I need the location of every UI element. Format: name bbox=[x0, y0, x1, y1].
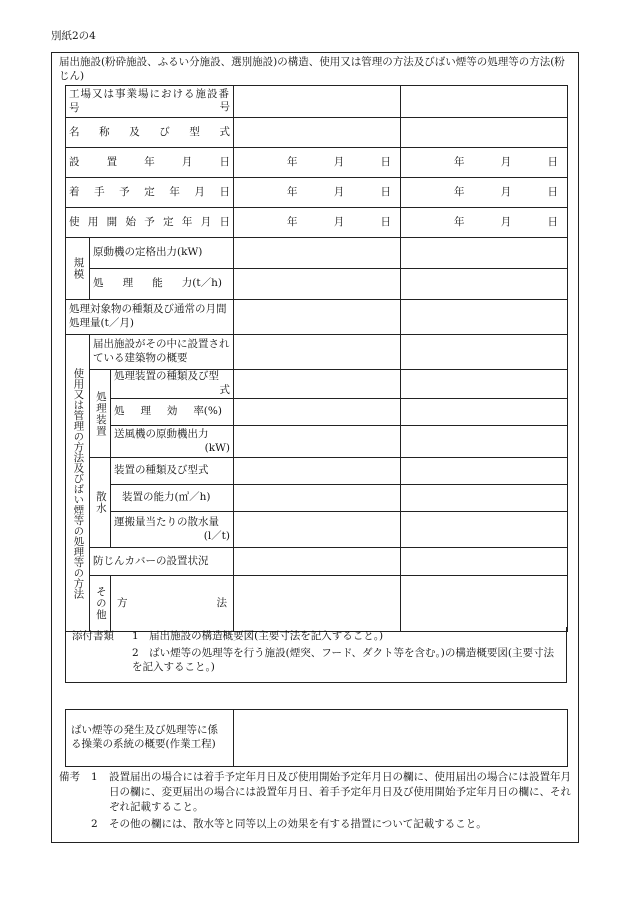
label-process-overview: ばい煙等の発生及び処理等に係る操業の系統の概要(作業工程) bbox=[66, 710, 234, 767]
label-char: 予 bbox=[144, 215, 155, 228]
start-work-date-cell-2[interactable] bbox=[401, 178, 568, 208]
building-cell-2[interactable] bbox=[401, 335, 568, 370]
name-model-cell-1[interactable] bbox=[234, 118, 401, 148]
efficiency-cell-1[interactable] bbox=[234, 399, 401, 426]
label-method bbox=[111, 576, 234, 632]
label-char: 日 bbox=[219, 155, 230, 168]
row-start-work-date bbox=[66, 178, 568, 208]
row-building bbox=[66, 335, 568, 370]
fan-output-cell-2[interactable] bbox=[401, 426, 568, 458]
spray-capacity-cell-2[interactable] bbox=[401, 485, 568, 512]
date-part: 日 bbox=[547, 185, 558, 198]
row-spray-type bbox=[66, 458, 568, 485]
label-treatment-device: 処理装置 bbox=[90, 370, 111, 458]
factory-no-cell-2[interactable] bbox=[401, 86, 568, 118]
spray-type-cell-1[interactable] bbox=[234, 458, 401, 485]
material-cell-2[interactable] bbox=[401, 300, 568, 335]
date-part: 月 bbox=[333, 215, 345, 228]
label-usage-group: 使用又は管理の方法及びばい煙等の処理等の方法 bbox=[66, 335, 90, 632]
treatment-type-cell-2[interactable] bbox=[401, 370, 568, 399]
label-char: 処 bbox=[93, 277, 104, 290]
date-part: 月 bbox=[333, 155, 345, 168]
start-use-date-cell-1[interactable] bbox=[234, 208, 401, 238]
label-char: 方 bbox=[117, 596, 128, 609]
date-part: 日 bbox=[380, 155, 391, 168]
label-factory-no-tail: 号 bbox=[219, 101, 230, 114]
label-char: 力(t／h) bbox=[181, 277, 222, 290]
remark-1: 設置届出の場合には着手予定年月日及び使用開始予定年月日の欄に、使用届出の場合には設置年月日の欄に、変更届出の場合には設置年月日、着手予定年月日及び使用開始予定年月日の欄に、それぞれ記載すること。 bbox=[109, 771, 571, 813]
date-part: 日 bbox=[380, 185, 391, 198]
label-char: 設 bbox=[69, 155, 80, 168]
date-part: 月 bbox=[500, 155, 512, 168]
label-char: 月 bbox=[200, 215, 212, 228]
treatment-type-cell-1[interactable] bbox=[234, 370, 401, 399]
cover-cell-1[interactable] bbox=[234, 548, 401, 576]
efficiency-cell-2[interactable] bbox=[401, 399, 568, 426]
label-char: 日 bbox=[219, 215, 230, 228]
spray-capacity-cell-1[interactable] bbox=[234, 485, 401, 512]
row-capacity bbox=[66, 269, 568, 300]
row-factory-no bbox=[66, 86, 568, 118]
facility-table bbox=[65, 85, 568, 632]
date-part: 年 bbox=[287, 185, 298, 198]
row-treatment-type bbox=[66, 370, 568, 399]
label-char: 着 bbox=[69, 185, 80, 198]
label-char: び bbox=[159, 125, 170, 138]
label-material: 処理対象物の種類及び通常の月間処理量(t／月) bbox=[66, 300, 234, 335]
label-char: 理 bbox=[122, 277, 134, 290]
label-efficiency bbox=[111, 399, 234, 426]
label-char: 使 bbox=[69, 215, 80, 228]
row-cover bbox=[66, 548, 568, 576]
date-part: 年 bbox=[287, 155, 298, 168]
date-part: 月 bbox=[500, 215, 512, 228]
label-motor-output: 原動機の定格出力(kW) bbox=[90, 238, 234, 269]
date-part: 年 bbox=[287, 215, 298, 228]
remark-number-2: 2 bbox=[91, 818, 98, 830]
motor-output-cell-2[interactable] bbox=[401, 238, 568, 269]
label-name-model bbox=[66, 118, 234, 148]
building-cell-1[interactable] bbox=[234, 335, 401, 370]
remark-number-1: 1 bbox=[91, 771, 98, 783]
page-label: 別紙2の4 bbox=[51, 30, 96, 42]
capacity-cell-2[interactable] bbox=[401, 269, 568, 300]
label-char: 名 bbox=[69, 125, 80, 138]
row-material bbox=[66, 300, 568, 335]
label-char: 手 bbox=[94, 185, 105, 198]
attachment-item-1: 1 届出施設の構造概要図(主要寸法を記入すること。) bbox=[132, 630, 384, 642]
label-char: 能 bbox=[152, 277, 163, 290]
install-date-cell-1[interactable] bbox=[234, 148, 401, 178]
label-factory-no: 工場又は事業場における施設番号 号 bbox=[66, 86, 234, 118]
row-install-date bbox=[66, 148, 568, 178]
motor-output-cell-1[interactable] bbox=[234, 238, 401, 269]
process-overview-cell[interactable] bbox=[234, 710, 568, 767]
label-char: 年 bbox=[144, 155, 155, 168]
remarks-label: 備考 bbox=[59, 771, 80, 783]
attachments-box bbox=[65, 627, 567, 683]
cover-cell-2[interactable] bbox=[401, 548, 568, 576]
capacity-cell-1[interactable] bbox=[234, 269, 401, 300]
attachments-label: 添付書類 bbox=[72, 630, 114, 642]
label-spray-capacity: 装置の能力(㎥／h) bbox=[111, 485, 234, 512]
label-char: 置 bbox=[106, 155, 118, 168]
label-char: 称 bbox=[99, 125, 110, 138]
date-part: 年 bbox=[454, 155, 465, 168]
label-char: 年 bbox=[169, 185, 180, 198]
date-part: 日 bbox=[547, 215, 558, 228]
label-start-use-date bbox=[66, 208, 234, 238]
install-date-cell-2[interactable] bbox=[401, 148, 568, 178]
label-start-work-date bbox=[66, 178, 234, 208]
start-use-date-cell-2[interactable] bbox=[401, 208, 568, 238]
label-scale: 規模 bbox=[66, 238, 90, 300]
name-model-cell-2[interactable] bbox=[401, 118, 568, 148]
label-char: 開 bbox=[106, 215, 118, 228]
label-cover: 防じんカバーの設置状況 bbox=[90, 548, 234, 576]
date-part: 月 bbox=[500, 185, 512, 198]
spray-amount-cell-1[interactable] bbox=[234, 512, 401, 548]
process-table bbox=[65, 709, 568, 767]
label-char: 型 bbox=[189, 125, 200, 138]
label-char: 及 bbox=[129, 125, 140, 138]
label-char: 効 bbox=[166, 405, 178, 418]
label-spray-amount: 運搬量当たりの散水量 (l／t) bbox=[111, 512, 234, 548]
row-fan-output bbox=[66, 426, 568, 458]
label-other: その他 bbox=[90, 576, 111, 632]
label-capacity bbox=[90, 269, 234, 300]
label-char: 法 bbox=[216, 596, 227, 609]
label-char: 始 bbox=[125, 215, 136, 228]
row-motor-output bbox=[66, 238, 568, 269]
other-cell-2[interactable] bbox=[401, 576, 568, 632]
label-char: 処 bbox=[114, 405, 125, 418]
row-efficiency bbox=[66, 399, 568, 426]
other-cell-1[interactable] bbox=[234, 576, 401, 632]
start-work-date-cell-1[interactable] bbox=[234, 178, 401, 208]
label-char: 月 bbox=[181, 155, 193, 168]
form-frame bbox=[51, 52, 579, 843]
row-spray-capacity bbox=[66, 485, 568, 512]
label-building: 届出施設がその中に設置されている建築物の概要 bbox=[90, 335, 234, 370]
label-spray-type: 装置の種類及び型式 bbox=[111, 458, 234, 485]
date-part: 月 bbox=[333, 185, 345, 198]
label-char: 式 bbox=[219, 125, 230, 138]
label-char: 日 bbox=[219, 185, 230, 198]
row-other bbox=[66, 576, 568, 632]
spray-amount-cell-2[interactable] bbox=[401, 512, 568, 548]
remark-2: その他の欄には、散水等と同等以上の効果を有する措置について記載すること。 bbox=[109, 818, 487, 830]
label-char: 用 bbox=[87, 215, 99, 228]
label-char: 予 bbox=[119, 185, 130, 198]
label-char: 理 bbox=[140, 405, 151, 418]
date-part: 日 bbox=[547, 155, 558, 168]
date-part: 日 bbox=[380, 215, 391, 228]
label-spray: 散水 bbox=[90, 458, 111, 548]
factory-no-cell-1[interactable] bbox=[234, 86, 401, 118]
label-char: 定 bbox=[144, 185, 155, 198]
row-name-model bbox=[66, 118, 568, 148]
label-char: 月 bbox=[194, 185, 205, 198]
spray-type-cell-2[interactable] bbox=[401, 458, 568, 485]
label-fan-output: 送風機の原動機出力 (kW) bbox=[111, 426, 234, 458]
form-heading: 届出施設(粉砕施設、ふるい分施設、選別施設)の構造、使用又は管理の方法及びばい煙等の処理等の方法(粉じん) bbox=[59, 56, 565, 82]
label-char: 定 bbox=[163, 215, 174, 228]
row-spray-amount bbox=[66, 512, 568, 548]
label-install-date bbox=[66, 148, 234, 178]
date-part: 年 bbox=[454, 185, 465, 198]
label-char: 年 bbox=[181, 215, 193, 228]
attachment-item-2: 2 ばい煙等の処理等を行う施設(煙突、フード、ダクト等を含む。)の構造概要図(主要寸法を記入すること。) bbox=[132, 647, 554, 673]
row-start-use-date bbox=[66, 208, 568, 238]
fan-output-cell-1[interactable] bbox=[234, 426, 401, 458]
date-part: 年 bbox=[454, 215, 465, 228]
material-cell-1[interactable] bbox=[234, 300, 401, 335]
label-treatment-type: 処理装置の種類及び型 式 bbox=[111, 370, 234, 399]
label-char: 率(%) bbox=[193, 405, 222, 418]
